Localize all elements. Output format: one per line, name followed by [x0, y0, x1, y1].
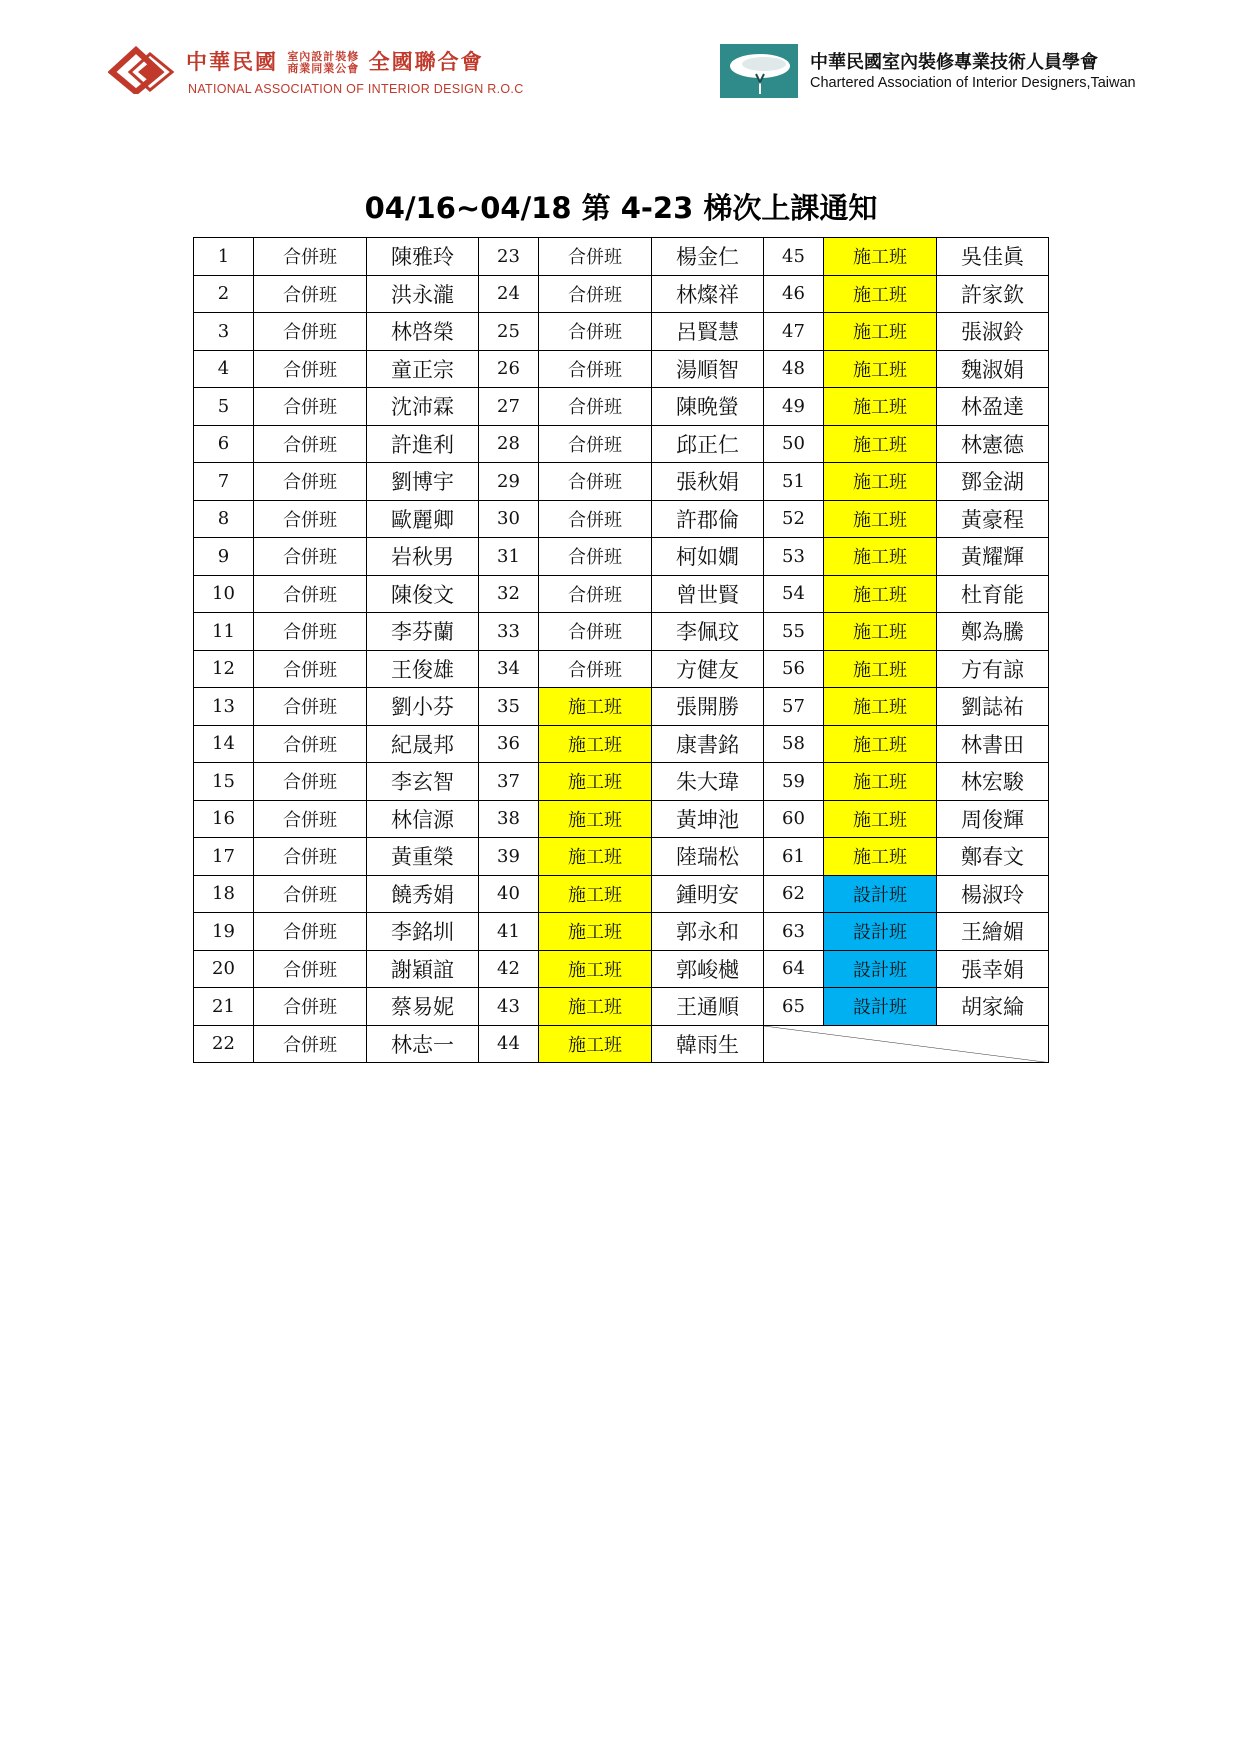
student-name: 王通順: [652, 988, 764, 1026]
student-name: 劉博宇: [367, 463, 479, 501]
student-name: 許郡倫: [652, 500, 764, 538]
seat-number: 18: [194, 875, 254, 913]
table-row: [194, 988, 1049, 1026]
student-name: 方健友: [652, 650, 764, 688]
table-row: [194, 913, 1049, 951]
seat-number: 23: [479, 238, 539, 276]
seat-number: 45: [764, 238, 824, 276]
table-row: [194, 688, 1049, 726]
student-name: 林盈達: [937, 388, 1049, 426]
student-name: 林信源: [367, 800, 479, 838]
table-row: [194, 350, 1049, 388]
seat-number: 65: [764, 988, 824, 1026]
student-name: 林憲德: [937, 425, 1049, 463]
student-name: 李銘圳: [367, 913, 479, 951]
student-name: 陳俊文: [367, 575, 479, 613]
student-name: 童正宗: [367, 350, 479, 388]
seat-number: 38: [479, 800, 539, 838]
student-name: 林書田: [937, 725, 1049, 763]
class-type: 合併班: [254, 538, 367, 576]
seat-number: 16: [194, 800, 254, 838]
student-name: 張幸娟: [937, 950, 1049, 988]
class-type: 合併班: [254, 800, 367, 838]
seat-number: 22: [194, 1025, 254, 1063]
class-type: 施工班: [539, 800, 652, 838]
right-org-english-name: Chartered Association of Interior Designers,Taiwan: [810, 75, 1136, 91]
student-name: 張開勝: [652, 688, 764, 726]
seat-number: 56: [764, 650, 824, 688]
seat-number: 17: [194, 838, 254, 876]
student-name: 黃耀輝: [937, 538, 1049, 576]
seat-number: 32: [479, 575, 539, 613]
student-name: 曾世賢: [652, 575, 764, 613]
student-name: 陸瑞松: [652, 838, 764, 876]
class-type: 施工班: [539, 838, 652, 876]
class-type: 施工班: [824, 575, 937, 613]
class-type: 施工班: [539, 913, 652, 951]
class-type: 施工班: [824, 275, 937, 313]
student-name: 洪永瀧: [367, 275, 479, 313]
class-type: 合併班: [539, 500, 652, 538]
seat-number: 19: [194, 913, 254, 951]
table-row: [194, 950, 1049, 988]
seat-number: 34: [479, 650, 539, 688]
student-name: 李佩玟: [652, 613, 764, 651]
seat-number: 42: [479, 950, 539, 988]
student-name: 方有諒: [937, 650, 1049, 688]
class-type: 施工班: [824, 388, 937, 426]
class-type: 合併班: [539, 388, 652, 426]
table-row: [194, 313, 1049, 351]
seat-number: 41: [479, 913, 539, 951]
seat-number: 25: [479, 313, 539, 351]
student-name: 郭峻樾: [652, 950, 764, 988]
seat-number: 31: [479, 538, 539, 576]
class-type: 合併班: [254, 575, 367, 613]
class-type: 設計班: [824, 913, 937, 951]
class-type: 施工班: [824, 763, 937, 801]
student-name: 康書銘: [652, 725, 764, 763]
table-row: [194, 763, 1049, 801]
seat-number: 52: [764, 500, 824, 538]
student-name: 吳佳眞: [937, 238, 1049, 276]
student-name: 蔡易妮: [367, 988, 479, 1026]
class-type: 施工班: [824, 463, 937, 501]
class-type: 施工班: [824, 500, 937, 538]
class-type: 合併班: [254, 988, 367, 1026]
student-name: 郭永和: [652, 913, 764, 951]
class-type: 合併班: [254, 275, 367, 313]
seat-number: 24: [479, 275, 539, 313]
seat-number: 60: [764, 800, 824, 838]
student-name: 許家欽: [937, 275, 1049, 313]
student-name: 朱大瑋: [652, 763, 764, 801]
class-type: 合併班: [254, 950, 367, 988]
table-row: [194, 613, 1049, 651]
seat-number: 6: [194, 425, 254, 463]
header-left-org: [108, 40, 568, 110]
empty-crossed-cell: [764, 1025, 1049, 1063]
left-org-english-name: NATIONAL ASSOCIATION OF INTERIOR DESIGN R.O.C: [188, 82, 524, 96]
class-type: 施工班: [824, 650, 937, 688]
class-type: 合併班: [539, 350, 652, 388]
class-roster-table: [193, 237, 1049, 1063]
table-row: [194, 538, 1049, 576]
diamond-logo-icon: [108, 46, 178, 94]
class-type: 合併班: [254, 725, 367, 763]
student-name: 許進利: [367, 425, 479, 463]
student-name: 張秋娟: [652, 463, 764, 501]
student-name: 劉誌祐: [937, 688, 1049, 726]
student-name: 李芬蘭: [367, 613, 479, 651]
student-name: 黃坤池: [652, 800, 764, 838]
seat-number: 9: [194, 538, 254, 576]
seat-number: 54: [764, 575, 824, 613]
class-type: 合併班: [254, 613, 367, 651]
student-name: 楊淑玲: [937, 875, 1049, 913]
seat-number: 2: [194, 275, 254, 313]
student-name: 陳雅玲: [367, 238, 479, 276]
seat-number: 63: [764, 913, 824, 951]
seat-number: 47: [764, 313, 824, 351]
seat-number: 44: [479, 1025, 539, 1063]
seat-number: 46: [764, 275, 824, 313]
class-type: 施工班: [539, 950, 652, 988]
class-type: 施工班: [824, 350, 937, 388]
seat-number: 49: [764, 388, 824, 426]
right-org-chinese-name: 中華民國室內裝修專業技術人員學會: [810, 52, 1098, 73]
class-type: 合併班: [254, 838, 367, 876]
seat-number: 15: [194, 763, 254, 801]
class-type: 合併班: [254, 500, 367, 538]
class-type: 施工班: [824, 725, 937, 763]
student-name: 呂賢慧: [652, 313, 764, 351]
seat-number: 26: [479, 350, 539, 388]
class-type: 合併班: [539, 313, 652, 351]
class-type: 合併班: [539, 425, 652, 463]
seat-number: 1: [194, 238, 254, 276]
seat-number: 62: [764, 875, 824, 913]
student-name: 劉小芬: [367, 688, 479, 726]
class-type: 合併班: [539, 238, 652, 276]
student-name: 黃重榮: [367, 838, 479, 876]
seat-number: 37: [479, 763, 539, 801]
table-row: [194, 388, 1049, 426]
student-name: 岩秋男: [367, 538, 479, 576]
class-type: 施工班: [824, 613, 937, 651]
student-name: 鍾明安: [652, 875, 764, 913]
student-name: 鄧金湖: [937, 463, 1049, 501]
student-name: 鄭為騰: [937, 613, 1049, 651]
class-type: 施工班: [539, 725, 652, 763]
seat-number: 50: [764, 425, 824, 463]
seat-number: 21: [194, 988, 254, 1026]
class-type: 合併班: [539, 538, 652, 576]
class-type: 施工班: [824, 313, 937, 351]
seat-number: 5: [194, 388, 254, 426]
class-type: 合併班: [254, 313, 367, 351]
class-type: 合併班: [254, 688, 367, 726]
student-name: 周俊輝: [937, 800, 1049, 838]
student-name: 李玄智: [367, 763, 479, 801]
page-title: 04/16~04/18 第 4-23 梯次上課通知: [364, 191, 878, 225]
table-row: [194, 1025, 1049, 1063]
class-type: 施工班: [539, 688, 652, 726]
class-type: 合併班: [254, 763, 367, 801]
student-name: 胡家綸: [937, 988, 1049, 1026]
seat-number: 27: [479, 388, 539, 426]
student-name: 鄭春文: [937, 838, 1049, 876]
seat-number: 30: [479, 500, 539, 538]
class-type: 施工班: [824, 688, 937, 726]
student-name: 陳晩螢: [652, 388, 764, 426]
class-type: 施工班: [539, 875, 652, 913]
table-row: [194, 875, 1049, 913]
table-row: [194, 238, 1049, 276]
student-name: 杜育能: [937, 575, 1049, 613]
seat-number: 39: [479, 838, 539, 876]
class-type: 合併班: [254, 238, 367, 276]
seat-number: 57: [764, 688, 824, 726]
seat-number: 7: [194, 463, 254, 501]
seat-number: 28: [479, 425, 539, 463]
student-name: 沈沛霖: [367, 388, 479, 426]
table-row: [194, 838, 1049, 876]
student-name: 黃豪程: [937, 500, 1049, 538]
seat-number: 14: [194, 725, 254, 763]
seat-number: 11: [194, 613, 254, 651]
seat-number: 10: [194, 575, 254, 613]
class-type: 合併班: [254, 425, 367, 463]
class-type: 施工班: [824, 425, 937, 463]
student-name: 歐麗卿: [367, 500, 479, 538]
seat-number: 29: [479, 463, 539, 501]
student-name: 張淑鈴: [937, 313, 1049, 351]
student-name: 楊金仁: [652, 238, 764, 276]
student-name: 紀晟邦: [367, 725, 479, 763]
student-name: 湯順智: [652, 350, 764, 388]
class-type: 施工班: [539, 763, 652, 801]
class-type: 施工班: [539, 988, 652, 1026]
seat-number: 51: [764, 463, 824, 501]
class-type: 施工班: [824, 538, 937, 576]
student-name: 林志一: [367, 1025, 479, 1063]
student-name: 林燦祥: [652, 275, 764, 313]
table-row: [194, 725, 1049, 763]
header-right-org: [720, 44, 1160, 104]
seat-number: 13: [194, 688, 254, 726]
umbrella-logo-icon: [720, 44, 798, 98]
student-name: 王俊雄: [367, 650, 479, 688]
class-type: 合併班: [254, 913, 367, 951]
class-type: 合併班: [254, 1025, 367, 1063]
class-type: 合併班: [539, 463, 652, 501]
seat-number: 8: [194, 500, 254, 538]
seat-number: 3: [194, 313, 254, 351]
class-type: 合併班: [539, 613, 652, 651]
class-type: 合併班: [539, 575, 652, 613]
class-type: 施工班: [824, 238, 937, 276]
class-type: 設計班: [824, 988, 937, 1026]
class-type: 施工班: [824, 800, 937, 838]
seat-number: 35: [479, 688, 539, 726]
seat-number: 48: [764, 350, 824, 388]
seat-number: 33: [479, 613, 539, 651]
seat-number: 20: [194, 950, 254, 988]
table-row: [194, 500, 1049, 538]
seat-number: 59: [764, 763, 824, 801]
student-name: 韓雨生: [652, 1025, 764, 1063]
table-row: [194, 463, 1049, 501]
seat-number: 64: [764, 950, 824, 988]
seat-number: 36: [479, 725, 539, 763]
seat-number: 43: [479, 988, 539, 1026]
student-name: 魏淑娟: [937, 350, 1049, 388]
student-name: 邱正仁: [652, 425, 764, 463]
class-type: 合併班: [539, 650, 652, 688]
seat-number: 12: [194, 650, 254, 688]
table-row: [194, 425, 1049, 463]
seat-number: 4: [194, 350, 254, 388]
table-row: [194, 275, 1049, 313]
class-type: 合併班: [254, 463, 367, 501]
class-type: 合併班: [254, 350, 367, 388]
seat-number: 53: [764, 538, 824, 576]
class-type: 設計班: [824, 875, 937, 913]
student-name: 林啓榮: [367, 313, 479, 351]
class-type: 合併班: [539, 275, 652, 313]
left-org-chinese-name: 中華民國 室內設計裝修 商業同業公會 全國聯合會: [186, 50, 484, 75]
table-row: [194, 575, 1049, 613]
student-name: 林宏駿: [937, 763, 1049, 801]
table-row: [194, 650, 1049, 688]
class-type: 施工班: [824, 838, 937, 876]
seat-number: 61: [764, 838, 824, 876]
class-type: 合併班: [254, 388, 367, 426]
class-type: 設計班: [824, 950, 937, 988]
class-type: 合併班: [254, 650, 367, 688]
student-name: 柯如嫺: [652, 538, 764, 576]
table-row: [194, 800, 1049, 838]
class-type: 施工班: [539, 1025, 652, 1063]
class-type: 合併班: [254, 875, 367, 913]
student-name: 饒秀娟: [367, 875, 479, 913]
student-name: 王繪媚: [937, 913, 1049, 951]
seat-number: 58: [764, 725, 824, 763]
seat-number: 55: [764, 613, 824, 651]
seat-number: 40: [479, 875, 539, 913]
student-name: 謝穎誼: [367, 950, 479, 988]
